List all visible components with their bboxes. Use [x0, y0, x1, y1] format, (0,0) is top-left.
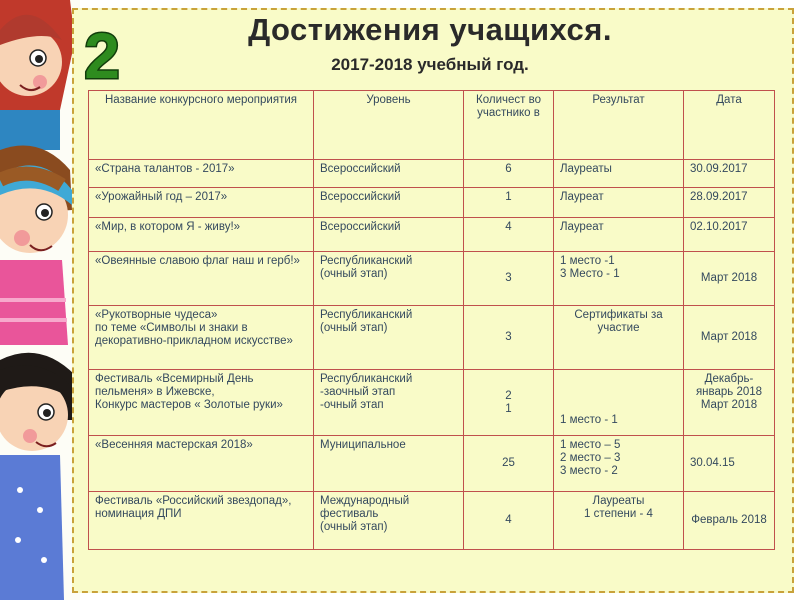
cell-count: 6	[464, 160, 554, 188]
table-row	[89, 218, 775, 252]
cell-event: Фестиваль «Российский звездопад», номинация ДПИ	[89, 492, 314, 550]
cell-level: Международный фестиваль (очный этап)	[314, 492, 464, 550]
table-header-row	[89, 91, 775, 160]
page-title: Достижения учащихся.	[248, 12, 612, 47]
cell-event: «Рукотворные чудеса» по теме «Символы и знаки в декоративно-прикладном искусстве»	[89, 306, 314, 370]
cell-date: Декабрь-январь 2018 Март 2018	[684, 370, 775, 436]
cell-event: «Весенняя мастерская 2018»	[89, 436, 314, 492]
col-header-date: Дата	[684, 91, 775, 160]
cell-level: Всероссийский	[314, 218, 464, 252]
cell-level: Республиканский -заочный этап -очный этап	[314, 370, 464, 436]
cell-result: Лауреаты	[554, 160, 684, 188]
cell-result: 1 место – 5 2 место – 3 3 место - 2	[554, 436, 684, 492]
cell-count: 4	[464, 218, 554, 252]
cell-date: Март 2018	[684, 252, 775, 306]
cell-result: 1 место - 1	[554, 370, 684, 436]
cell-result: Лауреаты 1 степени - 4	[554, 492, 684, 550]
cell-date: 28.09.2017	[684, 188, 775, 218]
col-header-count: Количест во участнико в	[464, 91, 554, 160]
cell-level: Муниципальное	[314, 436, 464, 492]
cell-event: Фестиваль «Всемирный День пельменя» в Ижевске, Конкурс мастеров « Золотые руки»	[89, 370, 314, 436]
page-subtitle: 2017-2018 учебный год.	[331, 55, 529, 74]
table-row	[89, 252, 775, 306]
cell-count: 1	[464, 188, 554, 218]
cell-level: Всероссийский	[314, 160, 464, 188]
table-row	[89, 370, 775, 436]
cell-result: 1 место -1 3 Место - 1	[554, 252, 684, 306]
cell-date: 30.09.2017	[684, 160, 775, 188]
cell-event: «Мир, в котором Я - живу!»	[89, 218, 314, 252]
cell-count: 4	[464, 492, 554, 550]
cell-count: 3	[464, 252, 554, 306]
cell-count: 3	[464, 306, 554, 370]
table-row	[89, 160, 775, 188]
col-header-event: Название конкурсного мероприятия	[89, 91, 314, 160]
cell-level: Всероссийский	[314, 188, 464, 218]
slide-number-badge	[80, 18, 124, 88]
cell-result: Лауреат	[554, 188, 684, 218]
col-header-result: Результат	[554, 91, 684, 160]
col-header-level: Уровень	[314, 91, 464, 160]
cell-count: 2 1	[464, 370, 554, 436]
cell-level: Республиканский (очный этап)	[314, 252, 464, 306]
kids-illustration	[0, 0, 80, 600]
cell-date: Март 2018	[684, 306, 775, 370]
achievements-table	[88, 90, 775, 550]
cell-date: 02.10.2017	[684, 218, 775, 252]
slide-number: 2	[84, 20, 120, 88]
cell-event: «Овеянные славою флаг наш и герб!»	[89, 252, 314, 306]
cell-date: 30.04.15	[684, 436, 775, 492]
cell-level: Республиканский (очный этап)	[314, 306, 464, 370]
cell-result: Лауреат	[554, 218, 684, 252]
table-row	[89, 188, 775, 218]
cell-date: Февраль 2018	[684, 492, 775, 550]
table-row	[89, 306, 775, 370]
table-row	[89, 436, 775, 492]
cell-count: 25	[464, 436, 554, 492]
table-row	[89, 492, 775, 550]
cell-event: «Урожайный год – 2017»	[89, 188, 314, 218]
cell-event: «Страна талантов - 2017»	[89, 160, 314, 188]
cell-result: Сертификаты за участие	[554, 306, 684, 370]
